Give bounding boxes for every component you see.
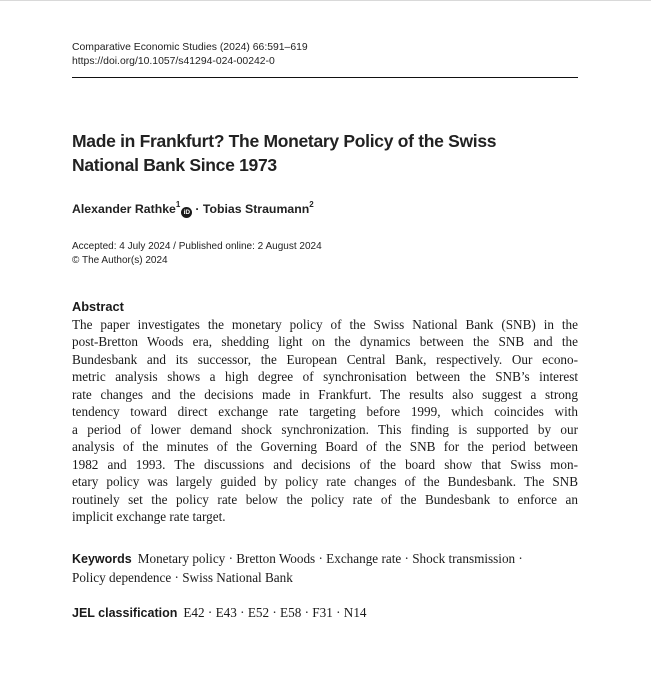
jel-section — [72, 604, 582, 623]
publication-dates — [72, 240, 572, 267]
abstract-line: The paper investigates the monetary policy of the Swiss National Bank (SNB) in the — [72, 317, 578, 332]
abstract-line: implicit exchange rate target. — [72, 508, 226, 524]
doi-link[interactable]: https://doi.org/10.1057/s41294-024-00242-0 — [72, 56, 275, 67]
author-name-rathke[interactable]: Alexander Rathke — [72, 202, 176, 217]
keywords-line-1 — [72, 550, 582, 569]
keywords-text-1: Monetary policy · Bretton Woods · Exchange rate · Shock transmission · — [137, 551, 523, 566]
journal-header — [72, 41, 582, 69]
article-title — [72, 129, 572, 177]
abstract-line: rate changes and the decisions made in Frankfurt. The results also suggest a strong — [72, 386, 578, 402]
abstract-line: analysis of the minutes of the Governing Board of the SNB for the period between — [72, 439, 578, 455]
author-name-straumann[interactable]: Tobias Straumann — [202, 202, 310, 217]
abstract-line: a period of lower demand shock synchronization. This finding is supported by our — [72, 421, 578, 437]
title-line-2: National Bank Since 1973 — [72, 155, 277, 175]
jel-codes: E42 · E43 · E52 · E58 · F31 · N14 — [183, 605, 367, 620]
abstract-line: Bundesbank and its successor, the European Central Bank, respectively. Our econo- — [72, 351, 578, 367]
author-separator: · — [195, 202, 200, 217]
journal-citation: Comparative Economic Studies (2024) 66:591–619 — [72, 42, 308, 53]
author-affiliation-2: 2 — [309, 200, 314, 209]
keywords-section — [72, 550, 582, 586]
jel-label: JEL classification — [72, 606, 178, 620]
orcid-icon[interactable]: iD — [181, 207, 192, 218]
keywords-label: Keywords — [72, 552, 132, 566]
title-line-1: Made in Frankfurt? The Monetary Policy of the Swiss — [72, 131, 497, 151]
abstract-line: post-Bretton Woods era, shedding light on the dynamics between the SNB and the — [72, 334, 578, 350]
header-rule — [72, 77, 578, 78]
author-affiliation-1: 1 — [175, 200, 181, 209]
abstract-line: 1982 and 1993. The discussions and decisions of the board show that Swiss mon- — [72, 456, 578, 472]
page-top-border — [0, 0, 651, 1]
abstract-line: routinely set the policy rate below the policy rate of the Bundesbank to enforce an — [72, 491, 578, 507]
abstract-line: etary policy was largely guided by policy rate changes of the Bundesbank. The SNB — [72, 474, 578, 490]
accepted-published-line: Accepted: 4 July 2024 / Published online: 2 August 2024 — [72, 241, 322, 252]
copyright-line: © The Author(s) 2024 — [72, 254, 168, 266]
abstract-heading: Abstract — [72, 299, 124, 314]
abstract-line: metric analysis shows a high degree of synchronisation between the SNB’s interest — [72, 369, 578, 385]
abstract-body — [72, 316, 578, 525]
keywords-text-2: Policy dependence · Swiss National Bank — [72, 569, 293, 585]
author-list — [72, 197, 572, 218]
abstract-line: tendency toward direct exchange rate targeting before 1999, which coincides with — [72, 404, 578, 420]
